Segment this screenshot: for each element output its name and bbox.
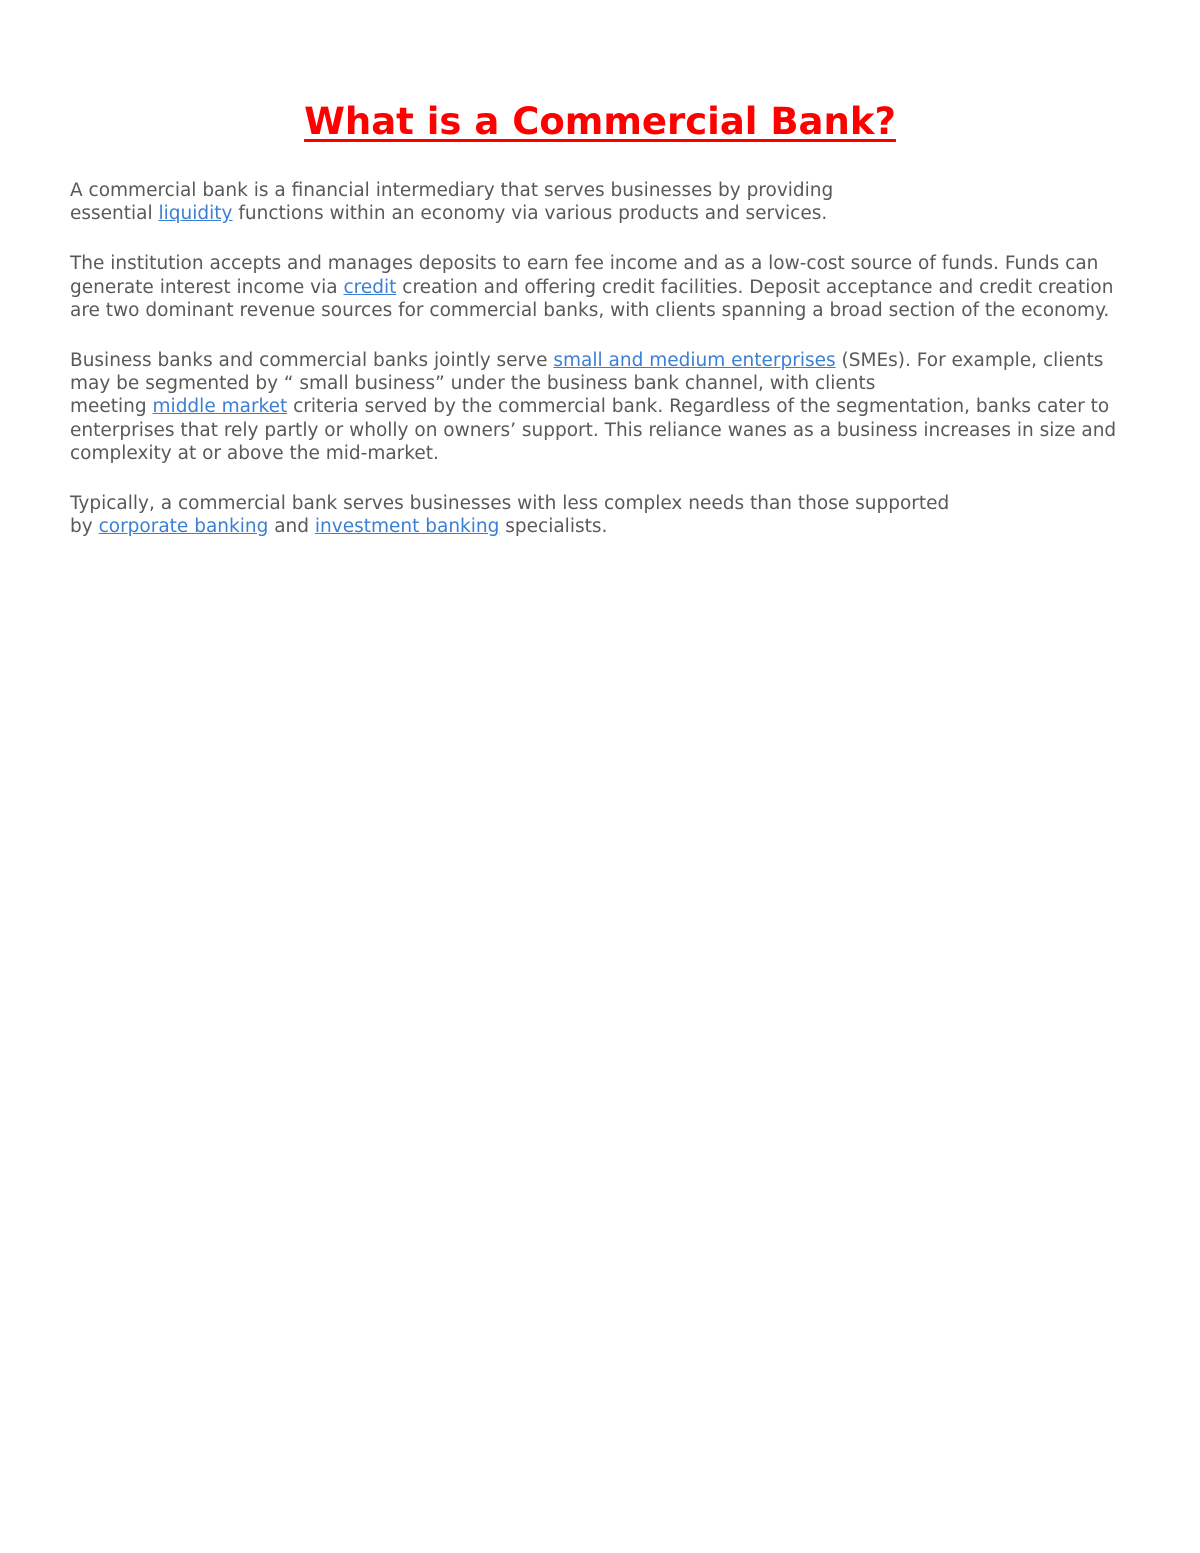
paragraph-text: functions within an economy via various products and services. bbox=[232, 203, 828, 225]
paragraph-text: essential bbox=[70, 203, 159, 225]
link-corporate-banking[interactable]: corporate banking bbox=[98, 516, 269, 538]
paragraph-text: A commercial bank is a financial intermediary that serves businesses by providing bbox=[70, 180, 834, 201]
paragraph-text: and bbox=[268, 516, 315, 538]
paragraph-text: by bbox=[70, 516, 99, 538]
link-small-and-medium-enterprises[interactable]: small and medium enterprises bbox=[553, 350, 836, 372]
paragraph-text: Business banks and commercial banks jointly serve bbox=[70, 350, 554, 372]
link-middle-market[interactable]: middle market bbox=[152, 396, 288, 418]
paragraph-text: (SMEs). For example, clients may be segmented by “ small business” under the business bank channel, with clients bbox=[70, 350, 1104, 395]
paragraph-text: creation and offering credit facilities. Deposit acceptance and credit creation are two dominant revenue sources for commercial banks, with clients spanning a broad section of the economy. bbox=[70, 276, 1114, 321]
paragraph-text: criteria served by the commercial bank. Regardless of the segmentation, banks cater to enterprises that rely partly or wholly on owners’ support. This reliance wanes as a business increases in size and complexity at or above the mid-market. bbox=[70, 396, 1117, 464]
paragraph-text: The institution accepts and manages deposits to earn fee income and as a low-cost source of funds. Funds can generate interest income via bbox=[70, 253, 1099, 298]
link-liquidity[interactable]: liquidity bbox=[158, 203, 233, 225]
paragraph-text: specialists. bbox=[499, 516, 608, 538]
paragraph-segments bbox=[70, 349, 1130, 465]
link-credit[interactable]: credit bbox=[343, 276, 397, 298]
paragraph-text: Typically, a commercial bank serves businesses with less complex needs than those supported bbox=[70, 493, 950, 515]
paragraph-text: meeting bbox=[70, 396, 153, 418]
document-page bbox=[70, 95, 1130, 565]
page-title: What is a Commercial Bank? bbox=[304, 100, 896, 143]
link-investment-banking[interactable]: investment banking bbox=[314, 516, 500, 538]
paragraph-deposits bbox=[70, 252, 1130, 322]
paragraph-specialists bbox=[70, 492, 1130, 538]
paragraph-definition bbox=[70, 179, 1130, 225]
